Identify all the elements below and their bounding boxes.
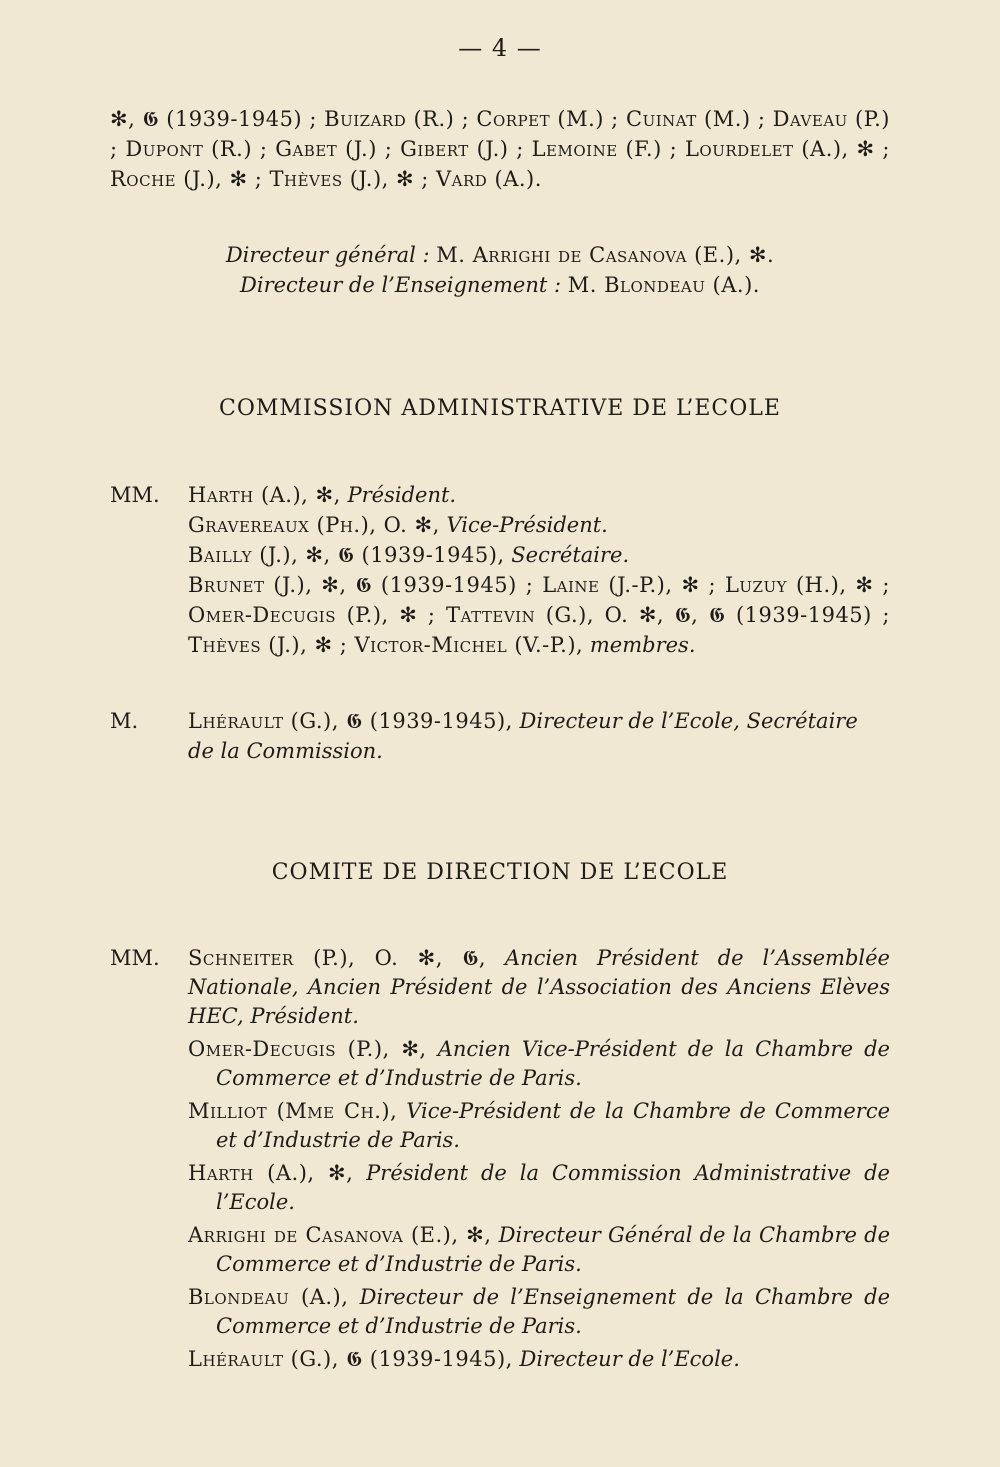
director-teaching-label: Directeur de l’Enseignement :: [240, 273, 562, 297]
director-general-name: M. Arrighi de Casanova (E.), ✻.: [436, 243, 775, 267]
member-name: Bailly (J.), ✻, 𝕲 (1939-1945),: [188, 543, 505, 567]
commission-secretary-entry: [110, 706, 890, 766]
directors-block: [110, 240, 890, 300]
member-role: Directeur de l’Enseignement de la Chambre de Commerce et d’Industrie de Paris.: [216, 1285, 890, 1338]
comite-entry-president: [110, 944, 890, 1031]
member-name: Arrighi de Casanova (E.), ✻,: [188, 1223, 492, 1247]
members-role: membres.: [589, 633, 696, 657]
secretary-name: Lhérault (G.), 𝕲 (1939-1945),: [188, 709, 513, 733]
member-name: Blondeau (A.),: [188, 1285, 349, 1309]
comite-entry: [188, 1159, 890, 1217]
comite-entry: [188, 1035, 890, 1093]
member-role: Vice-Président.: [446, 513, 608, 537]
members-list: Brunet (J.), ✻, 𝕲 (1939-1945) ; Laine (J.-P.), ✻ ; Luzuy (H.), ✻ ; Omer-Decugis (P.), ✻ ; Tattevin (G.), O. ✻, 𝕲, 𝕲 (1939-1945) ; Thèves (J.), ✻ ; Victor-Michel (V.-P.),: [188, 573, 890, 657]
comite-heading: COMITE DE DIRECTION DE L’ECOLE: [271, 860, 729, 885]
member-role: Président de la Commission Administrative de l’Ecole.: [216, 1161, 890, 1214]
secretary-role: Directeur de l’Ecole, Secrétaire de la Commission.: [188, 709, 858, 763]
member-name: Harth (A.), ✻,: [188, 483, 341, 507]
member-name: Omer-Decugis (P.), ✻,: [188, 1037, 427, 1061]
member-role: Ancien Vice-Président de la Chambre de Commerce et d’Industrie de Paris.: [216, 1037, 890, 1090]
commission-entry-secretary: [110, 540, 890, 570]
commission-heading: COMMISSION ADMINISTRATIVE DE L’ECOLE: [219, 396, 781, 421]
member-role: Directeur Général de la Chambre de Commerce et d’Industrie de Paris.: [216, 1223, 890, 1276]
director-teaching-line: [110, 270, 890, 300]
commission-entry-vice-president: [110, 510, 890, 540]
comite-entry: [188, 1097, 890, 1155]
member-name: Milliot (Mme Ch.),: [188, 1099, 398, 1123]
comite-entry: [188, 1283, 890, 1341]
member-role: Président.: [347, 483, 457, 507]
member-role: Vice-Président de la Chambre de Commerce et d’Industrie de Paris.: [216, 1099, 891, 1152]
member-name: Harth (A.), ✻,: [188, 1161, 354, 1185]
director-general-line: [110, 240, 890, 270]
member-name: Lhérault (G.), 𝕲 (1939-1945),: [188, 1347, 513, 1371]
member-name: Schneiter (P.), O. ✻, 𝕲,: [188, 946, 486, 970]
comite-members: [110, 944, 890, 1374]
commission-entry-president: [110, 480, 890, 510]
mm-label: MM.: [110, 483, 160, 507]
intro-text: ✻, 𝕲 (1939-1945) ; Buizard (R.) ; Corpet (M.) ; Cuinat (M.) ; Daveau (P.) ; Dupont (R.) ; Gabet (J.) ; Gibert (J.) ; Lemoine (F.) ; Lourdelet (A.), ✻ ; Roche (J.), ✻ ; Thèves (J.), ✻ ; Vard (A.).: [110, 107, 890, 191]
member-role: Secrétaire.: [511, 543, 630, 567]
comite-entry: [188, 1345, 890, 1374]
m-label: M.: [110, 709, 139, 733]
mm-label: MM.: [110, 946, 160, 970]
intro-paragraph: [110, 104, 890, 194]
comite-entry: [188, 1221, 890, 1279]
member-role: Directeur de l’Ecole.: [519, 1347, 740, 1371]
director-general-label: Directeur général :: [225, 243, 430, 267]
commission-members: [110, 480, 890, 660]
member-name: Gravereaux (Ph.), O. ✻,: [188, 513, 440, 537]
page-number: — 4 —: [458, 34, 542, 62]
commission-entry-members: [110, 570, 890, 660]
member-role: Ancien Président de l’Assemblée Nationale, Ancien Président de l’Association des Anciens Elèves HEC, Président.: [188, 946, 890, 1028]
director-teaching-name: M. Blondeau (A.).: [567, 273, 760, 297]
